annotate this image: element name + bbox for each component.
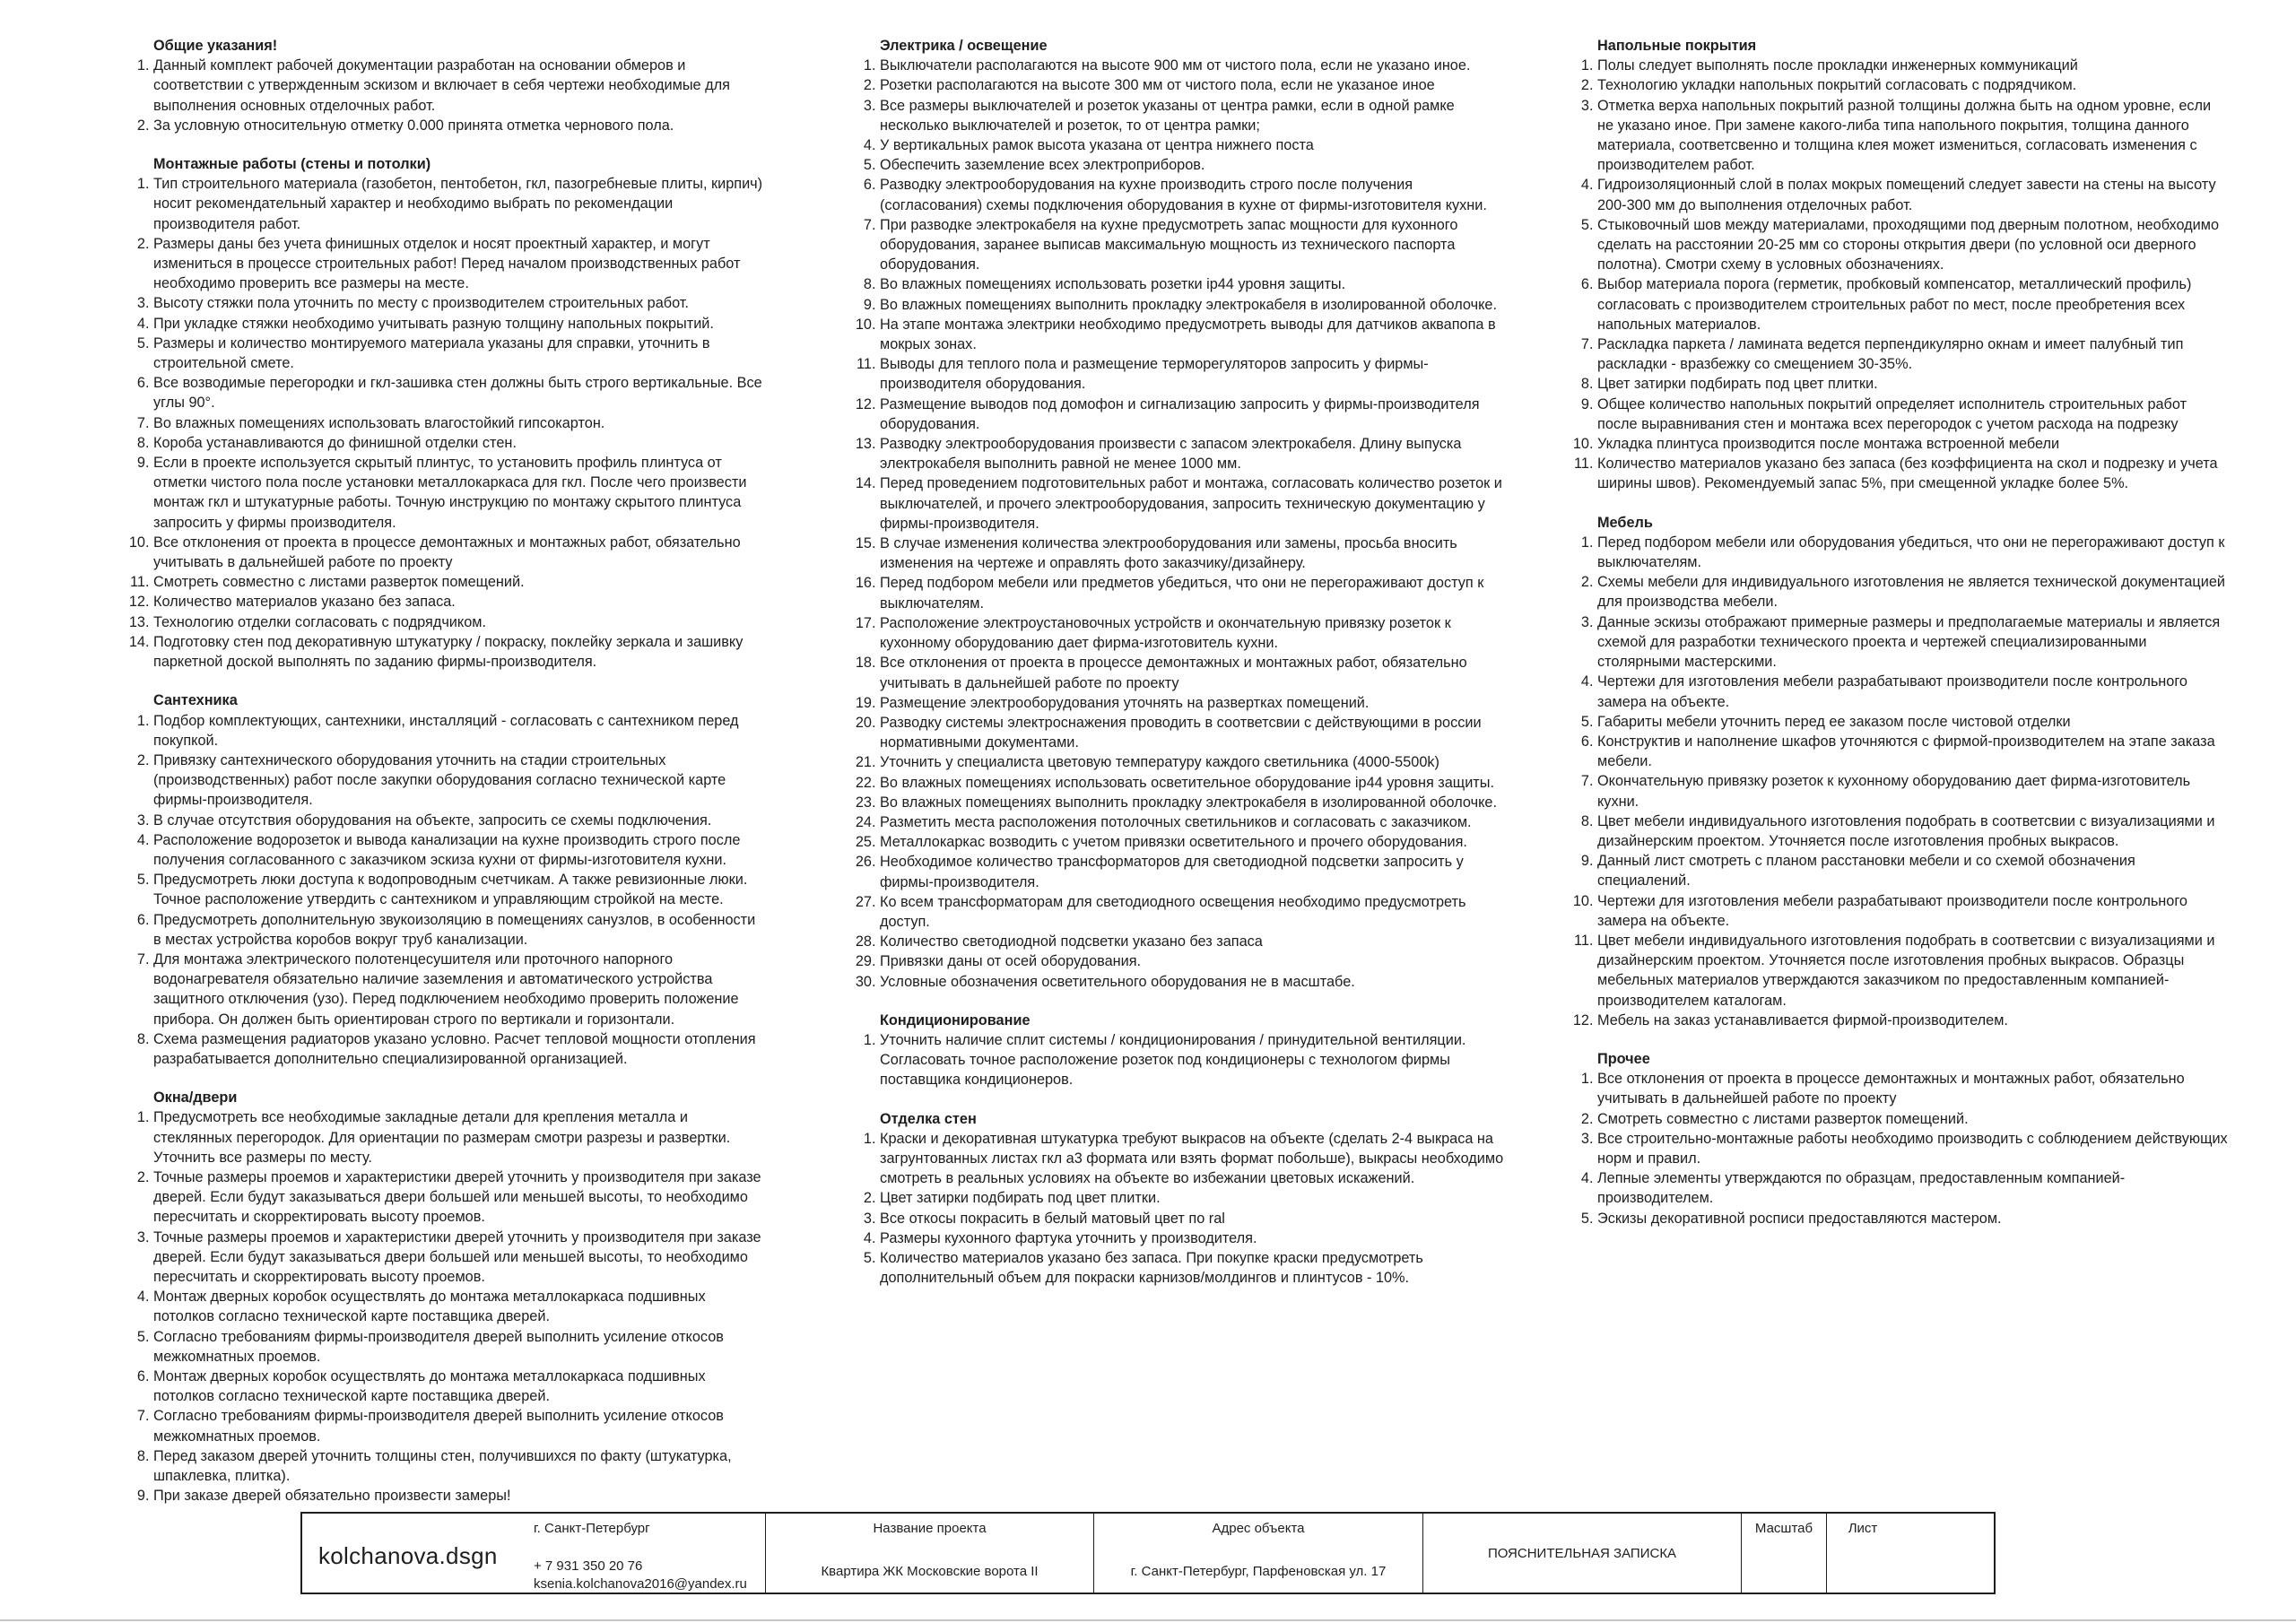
note-item: 3. Все откосы покрасить в белый матовый цвет по ral xyxy=(880,1209,1507,1228)
note-item: 5. Эскизы декоративной росписи предоставляются мастером. xyxy=(1597,1209,2229,1228)
title-block-sheet-title-cell xyxy=(1423,1514,1742,1593)
address-value: г. Санкт-Петербург, Парфеновская ул. 17 xyxy=(1130,1564,1387,1579)
note-item: 12. Количество материалов указано без запаса. xyxy=(153,592,767,612)
note-item: 6. Конструктив и наполнение шкафов уточняются с фирмой-производителем на этапе заказа мебели. xyxy=(1597,732,2229,771)
section-general xyxy=(130,36,767,135)
section-title-furniture: Мебель xyxy=(1597,514,1653,531)
note-item: 2. Схемы мебели для индивидуального изготовления не является технической документацией для производства мебели. xyxy=(1597,572,2229,612)
note-item: 1. Все отклонения от проекта в процессе демонтажных и монтажных работ, обязательно учитывать в дальнейшей работе по проекту xyxy=(1597,1069,2229,1108)
project-label: Название проекта xyxy=(873,1521,987,1536)
note-item: 1. Уточнить наличие сплит системы / кондиционирования / принудительной вентиляции. Согласовать точное расположение розеток под кондиционеры с технологом фирмы поставщика кондиционеров. xyxy=(880,1030,1507,1090)
note-item: 8. Во влажных помещениях использовать розетки ip44 уровня защиты. xyxy=(880,274,1507,294)
section-conditioning xyxy=(857,1011,1507,1090)
note-item: 9. При заказе дверей обязательно произвести замеры! xyxy=(153,1486,767,1506)
section-title-floors: Напольные покрытия xyxy=(1597,38,1757,54)
section-floors xyxy=(1574,36,2229,494)
notes-column-3 xyxy=(1574,36,2229,1247)
note-item: 6. Разводку электрооборудования на кухне производить строго после получения (согласования) схемы подключения оборудования в кухне от фирмы-изготовителя кухни. xyxy=(880,175,1507,214)
section-title-walls: Отделка стен xyxy=(880,1110,977,1127)
title-block-logo-cell xyxy=(302,1514,766,1593)
note-item: 18. Все отклонения от проекта в процессе демонтажных и монтажных работ, обязательно учитывать в дальнейшей работе по проекту xyxy=(880,653,1507,692)
note-item: 27. Ко всем трансформаторам для светодиодного освещения необходимо предусмотреть доступ. xyxy=(880,892,1507,932)
title-block-sheet-cell xyxy=(1827,1514,1994,1593)
note-item: 6. Все возводимые перегородки и гкл-зашивка стен должны быть строго вертикальные. Все углы 90°. xyxy=(153,373,767,412)
note-item: 4. При укладке стяжки необходимо учитывать разную толщину напольных покрытий. xyxy=(153,314,767,334)
note-item: 12. Мебель на заказ устанавливается фирмой-производителем. xyxy=(1597,1011,2229,1030)
section-title-general: Общие указания! xyxy=(153,38,278,54)
note-item: 4. Гидроизоляционный слой в полах мокрых помещений следует завести на стены на высоту 200-300 мм до выполнения отделочных работ. xyxy=(1597,175,2229,214)
note-item: 8. Схема размещения радиаторов указано условно. Расчет тепловой мощности отопления разрабатывается дополнительно специализированной организацией. xyxy=(153,1029,767,1069)
note-item: 1. Подбор комплектующих, сантехники, инсталляций - согласовать с сантехником перед покупкой. xyxy=(153,711,767,751)
section-title-plumbing: Сантехника xyxy=(153,692,238,709)
note-item: 7. Во влажных помещениях использовать влагостойкий гипсокартон. xyxy=(153,413,767,433)
note-item: 2. Привязку сантехнического оборудования уточнить на стадии строительных (производственных) работ после закупки оборудования согласно технической карте фирмы-производителя. xyxy=(153,751,767,811)
note-item: 20. Разводку системы электроснажения проводить в соответсвии с действующими в россии нормативными документами. xyxy=(880,713,1507,752)
address-label: Адрес объекта xyxy=(1212,1521,1305,1536)
section-title-windows: Окна/двери xyxy=(153,1089,238,1107)
section-mounting xyxy=(130,154,767,672)
note-item: 5. Обеспечить заземление всех электроприборов. xyxy=(880,155,1507,175)
note-item: 8. Цвет затирки подбирать под цвет плитки. xyxy=(1597,374,2229,394)
note-item: 10. На этапе монтажа электрики необходимо предусмотреть выводы для датчиков аквапопа в мокрых зонах. xyxy=(880,315,1507,354)
note-item: 4. Расположение водорозеток и вывода канализации на кухне производить строго после получения согласованного с заказчиком эскиза кухни от фирмы-изготовителя кухни. xyxy=(153,830,767,870)
note-item: 21. Уточнить у специалиста цветовую температуру каждого светильника (4000-5500k) xyxy=(880,752,1507,772)
section-furniture xyxy=(1574,513,2229,1030)
note-item: 4. Лепные элементы утверждаются по образцам, предоставленным компанией-производителем. xyxy=(1597,1168,2229,1208)
note-item: 13. Технологию отделки согласовать с подрядчиком. xyxy=(153,612,767,632)
note-item: 2. За условную относительную отметку 0.000 принята отметка чернового пола. xyxy=(153,116,767,135)
note-item: 24. Разметить места расположения потолочных светильников и согласовать с заказчиком. xyxy=(880,812,1507,832)
note-item: 10. Все отклонения от проекта в процессе демонтажных и монтажных работ, обязательно учитывать в дальнейшей работе по проекту xyxy=(153,533,767,572)
note-item: 7. Окончательную привязку розеток к кухонному оборудованию дает фирма-изготовитель кухни. xyxy=(1597,771,2229,811)
note-item: 11. Цвет мебели индивидуального изготовления подобрать в соответсвии с визуализациями и дизайнерским проектом. Уточняется после изготовления пробных выкрасов. Образцы мебельных материалов утверждаются заказчиком по предоставленным компанией-производителем каталогам. xyxy=(1597,931,2229,1011)
note-item: 4. Чертежи для изготовления мебели разрабатывают производители после контрольного замера на объекте. xyxy=(1597,672,2229,711)
studio-logo: kolchanova.dsgn xyxy=(318,1542,498,1569)
note-item: 3. Высоту стяжки пола уточнить по месту с производителем строительных работ. xyxy=(153,293,767,313)
note-item: 1. Полы следует выполнять после прокладки инженерных коммуникаций xyxy=(1597,56,2229,75)
note-item: 8. Короба устанавливаются до финишной отделки стен. xyxy=(153,433,767,453)
note-item: 10. Укладка плинтуса производится после монтажа встроенной мебели xyxy=(1597,434,2229,454)
note-item: 14. Подготовку стен под декоративную штукатурку / покраску, поклейку зеркала и зашивку паркетной доской выполнять по заданию фирмы-производителя. xyxy=(153,632,767,672)
note-item: 7. Для монтажа электрического полотенцесушителя или проточного напорного водонагревателя обязательно наличие заземления и автоматического устройства защитного отключения (узо). Перед подключением необходимо проверить положение прибора. Он должен быть ориентирован строго по вертикали и горизонтали. xyxy=(153,950,767,1029)
note-item: 1. Предусмотреть все необходимые закладные детали для крепления металла и стеклянных перегородок. Для ориентации по размерам смотри разрезы и развертки. Уточнить все размеры по месту. xyxy=(153,1107,767,1167)
note-item: 1. Перед подбором мебели или оборудования убедиться, что они не перегораживают доступ к выключателям. xyxy=(1597,533,2229,572)
note-item: 9. Если в проекте используется скрытый плинтус, то установить профиль плинтуса от отметки чистого пола после установки металлокаркаса для гкл. После чего произвести монтаж гкл и штукатурные работы. Точную инструкцию по монтажу скрытого плинтуса запросить у фирмы производителя. xyxy=(153,453,767,533)
page-bottom-rule xyxy=(0,1619,2296,1621)
note-item: 5. Согласно требованиям фирмы-производителя дверей выполнить усиление откосов межкомнатных проемов. xyxy=(153,1327,767,1367)
note-item: 10. Чертежи для изготовления мебели разрабатывают производители после контрольного замера на объекте. xyxy=(1597,891,2229,931)
title-block-address-cell xyxy=(1094,1514,1423,1593)
note-item: 29. Привязки даны от осей оборудования. xyxy=(880,951,1507,971)
sheet-title: ПОЯСНИТЕЛЬНАЯ ЗАПИСКА xyxy=(1487,1546,1677,1561)
note-item: 6. Монтаж дверных коробок осуществлять до монтажа металлокаркаса подшивных потолков согласно технической карте поставщика дверей. xyxy=(153,1367,767,1406)
section-title-conditioning: Кондиционирование xyxy=(880,1011,1031,1028)
note-item: 3. Все размеры выключателей и розеток указаны от центра рамки, если в одной рамке несколько выключателей и розеток, то от центра рамки; xyxy=(880,96,1507,135)
note-item: 25. Металлокаркас возводить с учетом привязки осветительного и прочего оборудования. xyxy=(880,832,1507,852)
section-other xyxy=(1574,1049,2229,1228)
note-item: 11. Смотреть совместно с листами разверток помещений. xyxy=(153,572,767,592)
note-item: 9. Данный лист смотреть с планом расстановки мебели и со схемой обозначения специалений. xyxy=(1597,851,2229,890)
email: ksenia.kolchanova2016@yandex.ru xyxy=(534,1576,747,1592)
note-item: 6. Предусмотреть дополнительную звукоизоляцию в помещениях санузлов, в особенности в местах устройства коробов вокруг труб канализации. xyxy=(153,910,767,950)
project-name: Квартира ЖК Московские ворота II xyxy=(821,1564,1039,1579)
title-block-scale-cell xyxy=(1742,1514,1827,1593)
note-item: 13. Разводку электрооборудования произвести с запасом электрокабеля. Длину выпуска электрокабеля выполнить равной не менее 1000 мм. xyxy=(880,434,1507,473)
note-item: 3. Все строительно-монтажные работы необходимо производить с соблюдением действующих норм и правил. xyxy=(1597,1129,2229,1168)
section-windows xyxy=(130,1088,767,1506)
note-item: 19. Размещение электрооборудования уточнять на развертках помещений. xyxy=(880,693,1507,713)
note-item: 6. Выбор материала порога (герметик, пробковый компенсатор, металлический профиль) согласовать с производителем строительных работ по мест, после преобретения всех напольных материалов. xyxy=(1597,274,2229,334)
note-item: 23. Во влажных помещениях выполнить прокладку электрокабеля в изолированной оболочке. xyxy=(880,793,1507,812)
note-item: 5. Габариты мебели уточнить перед ее заказом после чистовой отделки xyxy=(1597,712,2229,732)
phone: + 7 931 350 20 76 xyxy=(534,1558,643,1574)
note-item: 2. Размеры даны без учета финишных отделок и носят проектный характер, и могут измениться в процессе строительных работ! Перед началом производственных работ необходимо проверить все размеры на месте. xyxy=(153,234,767,294)
note-item: 28. Количество светодиодной подсветки указано без запаса xyxy=(880,932,1507,951)
notes-column-1 xyxy=(130,36,767,1524)
note-item: 17. Расположение электроустановочных устройств и окончательную привязку розеток к кухонному оборудованию дает фирма-изготовитель кухни. xyxy=(880,613,1507,653)
note-item: 3. Отметка верха напольных покрытий разной толщины должна быть на одном уровне, если не указано иное. При замене какого-либа типа напольного покрытия, толщина данного материала, соответсвенно и толщина клея может измениться, согласовать изменения с производителем работ. xyxy=(1597,96,2229,176)
note-item: 12. Размещение выводов под домофон и сигнализацию запросить у фирмы-производителя оборудования. xyxy=(880,395,1507,434)
note-item: 5. Предусмотреть люки доступа к водопроводным счетчикам. А также ревизионные люки. Точное расположение утвердить с сантехником и управляющим стройкой на месте. xyxy=(153,870,767,909)
note-item: 15. В случае изменения количества электрооборудования или замены, просьба вносить изменения на чертеже и оправлять фото заказчику/дизайнеру. xyxy=(880,534,1507,573)
title-block-project-cell xyxy=(766,1514,1094,1593)
scale-label: Масштаб xyxy=(1754,1521,1813,1536)
note-item: 5. Количество материалов указано без запаса. При покупке краски предусмотреть дополнительный объем для покраски карнизов/молдингов и плинтусов - 10%. xyxy=(880,1248,1507,1288)
note-item: 11. Выводы для теплого пола и размещение терморегуляторов запросить у фирмы-производителя оборудования. xyxy=(880,354,1507,394)
note-item: 16. Перед подбором мебели или предметов убедиться, что они не перегораживают доступ к выключателям. xyxy=(880,573,1507,612)
section-title-electrics: Электрика / освещение xyxy=(880,38,1048,54)
note-item: 2. Цвет затирки подбирать под цвет плитки. xyxy=(880,1188,1507,1208)
note-item: 30. Условные обозначения осветительного оборудования не в масштабе. xyxy=(880,972,1507,992)
note-item: 1. Краски и декоративная штукатурка требуют выкрасов на объекте (сделать 2-4 выкраса на загрунтованных листах гкл а3 формата или взять формат побольше), выкрасы необходимо смотреть в реальных условиях на объекте во избежании цветовых искажений. xyxy=(880,1129,1507,1189)
note-item: 5. Размеры и количество монтируемого материала указаны для справки, уточнить в строительной смете. xyxy=(153,334,767,373)
section-plumbing xyxy=(130,690,767,1069)
note-item: 7. При разводке электрокабеля на кухне предусмотреть запас мощности для кухонного оборудования, заранее выписав максимальную мощность из технического паспорта оборудования. xyxy=(880,215,1507,275)
note-item: 2. Смотреть совместно с листами разверток помещений. xyxy=(1597,1109,2229,1129)
note-item: 3. Данные эскизы отображают примерные размеры и предполагаемые материалы и является схемой для разработки технического проекта и чертежей специализированными столярными мастерскими. xyxy=(1597,612,2229,673)
note-item: 9. Общее количество напольных покрытий определяет исполнитель строительных работ после выравнивания стен и монтажа всех перегородок с учетом расхода на подрезку xyxy=(1597,395,2229,434)
note-item: 8. Цвет мебели индивидуального изготовления подобрать в соответсвии с визуализациями и дизайнерским проектом. Уточняется после изготовления пробных выкрасов. xyxy=(1597,812,2229,851)
notes-column-2 xyxy=(857,36,1507,1306)
note-item: 1. Данный комплект рабочей документации разработан на основании обмеров и соответствии с утвержденным эскизом и включает в себя чертежи необходимые для выполнения основных отделочных работ. xyxy=(153,56,767,116)
section-title-mounting: Монтажные работы (стены и потолки) xyxy=(153,156,431,173)
note-item: 11. Количество материалов указано без запаса (без коэффициента на скол и подрезку и учета ширины швов). Рекомендуемый запас 5%, при смещенной укладке более 5%. xyxy=(1597,454,2229,493)
note-item: 3. В случае отсутствия оборудования на объекте, запросить се схемы подключения. xyxy=(153,811,767,830)
note-item: 14. Перед проведением подготовительных работ и монтажа, согласовать количество розеток и выключателей, и прочего электрооборудования, запросить техническую документацию у фирмы-производителя. xyxy=(880,473,1507,534)
note-item: 1. Тип строительного материала (газобетон, пентобетон, гкл, пазогребневые плиты, кирпич) носит рекомендательный характер и необходимо выбрать по рекомендации производителя работ. xyxy=(153,174,767,234)
section-walls xyxy=(857,1109,1507,1289)
title-block xyxy=(300,1512,1996,1594)
section-title-other: Прочее xyxy=(1597,1050,1650,1067)
city: г. Санкт-Петербург xyxy=(534,1521,650,1536)
note-item: 2. Розетки располагаются на высоте 300 мм от чистого пола, если не указаное иное xyxy=(880,75,1507,95)
note-item: 3. Точные размеры проемов и характеристики дверей уточнить у производителя при заказе дверей. Если будут заказываться двери большей или меньшей высоты, то необходимо пересчитать и скорректировать высоту проемов. xyxy=(153,1228,767,1288)
note-item: 4. У вертикальных рамок высота указана от центра нижнего поста xyxy=(880,135,1507,155)
note-item: 1. Выключатели располагаются на высоте 900 мм от чистого пола, если не указано иное. xyxy=(880,56,1507,75)
note-item: 2. Технологию укладки напольных покрытий согласовать с подрядчиком. xyxy=(1597,75,2229,95)
note-item: 2. Точные размеры проемов и характеристики дверей уточнить у производителя при заказе дверей. Если будут заказываться двери большей или меньшей высоты, то необходимо пересчитать и скорректировать высоту проемов. xyxy=(153,1167,767,1228)
note-item: 22. Во влажных помещениях использовать осветительное оборудование ip44 уровня защиты. xyxy=(880,773,1507,793)
note-item: 26. Необходимое количество трансформаторов для светодиодной подсветки запросить у фирмы-производителя. xyxy=(880,852,1507,891)
note-item: 4. Монтаж дверных коробок осуществлять до монтажа металлокаркаса подшивных потолков согласно технической карте поставщика дверей. xyxy=(153,1287,767,1326)
note-item: 9. Во влажных помещениях выполнить прокладку электрокабеля в изолированной оболочке. xyxy=(880,295,1507,315)
note-item: 5. Стыковочный шов между материалами, проходящими под дверным полотном, необходимо сделать на расстоянии 20-25 мм со стороны открытия двери (по условной оси дверного полотна). Смотри схему в условных обозначениях. xyxy=(1597,215,2229,275)
note-item: 7. Согласно требованиям фирмы-производителя дверей выполнить усиление откосов межкомнатных проемов. xyxy=(153,1406,767,1445)
note-item: 7. Раскладка паркета / ламината ведется перпендикулярно окнам и имеет палубный тип раскладки - вразбежку со смещением 30-35%. xyxy=(1597,334,2229,374)
sheet-label: Лист xyxy=(1848,1521,1878,1536)
note-item: 4. Размеры кухонного фартука уточнить у производителя. xyxy=(880,1228,1507,1248)
note-item: 8. Перед заказом дверей уточнить толщины стен, получившихся по факту (штукатурка, шпаклевка, плитка). xyxy=(153,1446,767,1486)
section-electrics xyxy=(857,36,1507,992)
